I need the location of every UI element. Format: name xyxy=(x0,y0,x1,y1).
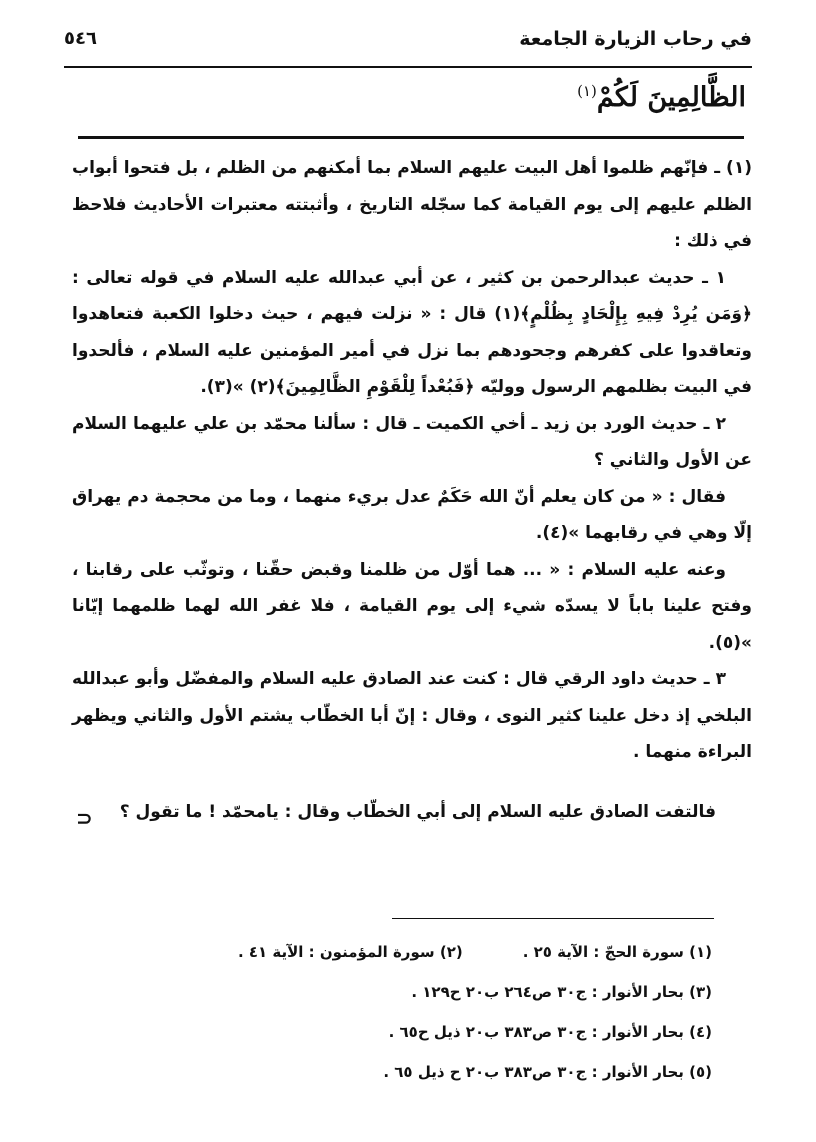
hadith-2-answer: فقال : « من كان يعلم أنّ الله حَكَمٌ عدل بريء منهما ، وما من محجمة دم يهراق إلّا وهي في رقابهما »(٤). xyxy=(72,486,752,543)
footnote-divider xyxy=(78,136,744,139)
footnote-last-line: فالتفت الصادق عليه السلام إلى أبي الخطّاب وقال : يامحمّد ! ما تقول ؟ xyxy=(119,802,716,822)
continue-mark-icon: ⊂ xyxy=(76,806,93,830)
footnote-intro: (١) ـ فإنّهم ظلموا أهل البيت عليهم السلام بما أمكنهم من الظلم ، بل فتحوا أبواب الظلم عليهم إلى يوم القيامة كما سجّله التاريخ ، وأثبتته معتبرات الأحاديث فلاحظ في ذلك : xyxy=(72,158,752,251)
reference-5: (٥) بحار الأنوار : ج٣٠ ص٣٨٣ ب٢٠ ح ذيل ٦٥ . xyxy=(383,1063,712,1081)
references-divider xyxy=(392,918,714,919)
reference-2: (٢) سورة المؤمنون : الآية ٤١ . xyxy=(237,943,463,961)
hadith-2-more: وعنه عليه السلام : « ... هما أوّل من ظلمنا وقبض حقّنا ، وتوثّب على رقابنا ، وفتح علينا باباً لا يسدّه شيء إلى يوم القيامة ، فلا غفر الله لهما ظلمهما إيّانا »(٥). xyxy=(72,559,752,653)
reference-4: (٤) بحار الأنوار : ج٣٠ ص٣٨٣ ب٢٠ ذيل ح٦٥ . xyxy=(388,1023,712,1041)
page-header xyxy=(64,28,752,68)
hadith-1: ١ ـ حديث عبدالرحمن بن كثير ، عن أبي عبدالله عليه السلام في قوله تعالى : ﴿وَمَن يُرِدْ فِيهِ بِإِلْحَادٍ بِظُلْمٍ﴾(١) قال : « نزلت فيهم ، حيث دخلوا الكعبة فتعاهدوا وتعاقدوا على كفرهم وجحودهم بما نزل في أمير المؤمنين عليه السلام ، فألحدوا في البيت بظلمهم الرسول ووليّه ﴿فَبُعْداً لِلْقَوْمِ الظَّالِمِينَ﴾(٢) »(٣). xyxy=(72,267,752,397)
reference-1: (١) سورة الحجّ : الآية ٢٥ . xyxy=(522,943,712,961)
hadith-3: ٣ ـ حديث داود الرقي قال : كنت عند الصادق عليه السلام والمفضّل وأبو عبدالله البلخي إذ دخل علينا كثير النوى ، وقال : إنّ أبا الخطّاب يشتم الأول والثاني ويظهر البراءة منهما . xyxy=(72,669,752,762)
verse-fragment: الظَّالِمِينَ لَكُمْ xyxy=(596,82,746,113)
references xyxy=(112,932,712,1092)
header-divider xyxy=(64,66,752,68)
running-title: في رحاب الزيارة الجامعة xyxy=(519,28,752,50)
page-number: ٥٤٦ xyxy=(64,28,97,49)
reference-3: (٣) بحار الأنوار : ج٣٠ ص٢٦٤ ب٢٠ ح١٢٩ . xyxy=(411,983,712,1001)
reference-row xyxy=(112,932,712,972)
main-text-line xyxy=(577,82,746,113)
hadith-2: ٢ ـ حديث الورد بن زيد ـ أخي الكميت ـ قال : سألنا محمّد بن علي عليهما السلام عن الأول والثاني ؟ xyxy=(72,413,752,470)
footnote-body xyxy=(72,150,752,771)
note-marker: (١) xyxy=(577,82,597,100)
